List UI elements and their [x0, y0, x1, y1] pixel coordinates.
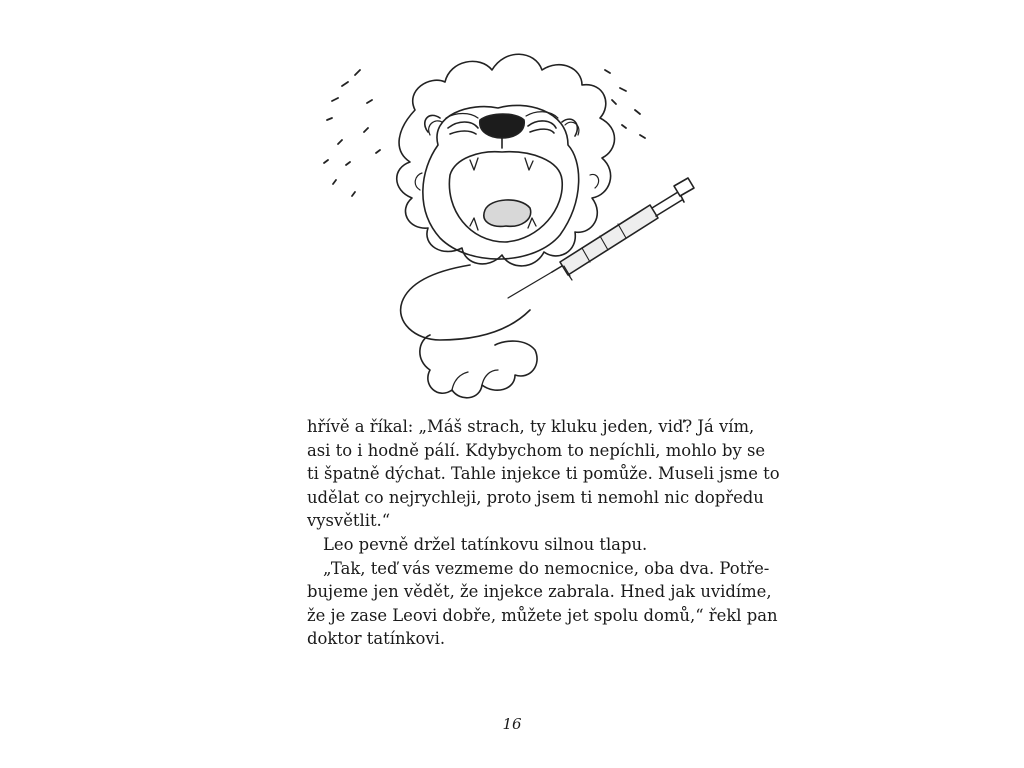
story-text — [307, 415, 780, 651]
lion-eye-left — [448, 122, 478, 134]
text-line: bujeme jen vědět, že injekce zabrala. Hned jak uvidíme, — [307, 582, 772, 602]
text-line: Leo pevně držel tatínkovu silnou tlapu. — [323, 534, 648, 554]
text-line: udělat co nejrychleji, proto jsem ti nemohl nic dopředu — [307, 487, 764, 507]
text-line: „Tak, teď vás vezmeme do nemocnice, oba dva. Potře- — [323, 558, 770, 578]
lion-mouth — [449, 152, 562, 242]
syringe-icon — [508, 178, 694, 298]
text-line: doktor tatínkovi. — [307, 629, 446, 649]
lion-body — [401, 265, 530, 340]
text-line: ti špatně dýchat. Tahle injekce ti pomůže. Museli jsme to — [307, 464, 780, 484]
lion-brow-right — [526, 112, 558, 118]
lion-tongue — [484, 200, 531, 226]
text-line: asi to i hodně pálí. Kdybychom to nepíchli, mohlo by se — [307, 440, 766, 460]
page-number: 16 — [502, 715, 522, 733]
lion-eye-right — [528, 121, 556, 133]
lion-nose — [480, 114, 524, 138]
text-line: že je zase Leovi dobře, můžete jet spolu domů,“ řekl pan — [307, 605, 778, 625]
lion-illustration — [320, 40, 720, 400]
text-line: vysvětlit.“ — [307, 511, 391, 531]
text-line: hřívě a říkal: „Máš strach, ty kluku jeden, viď? Já vím, — [307, 417, 755, 436]
lion-paw — [420, 335, 537, 398]
